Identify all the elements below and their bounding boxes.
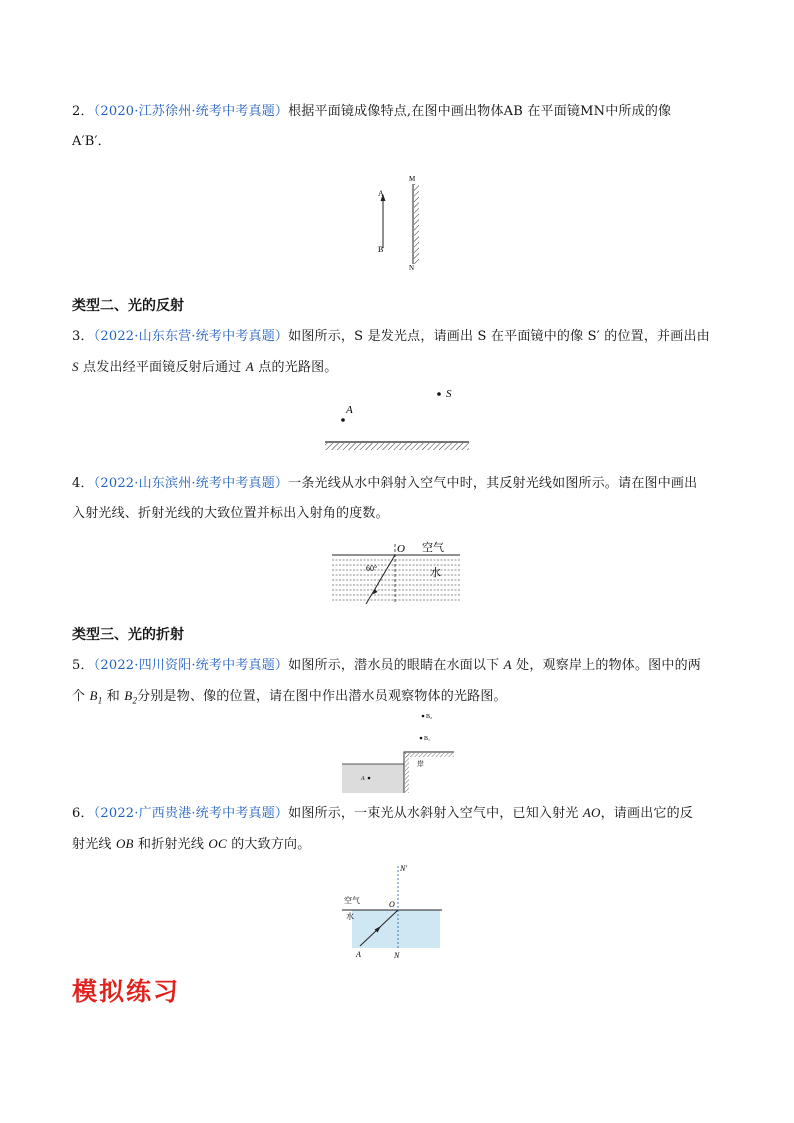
water-dashes: [332, 560, 460, 600]
point-b2-label: $B_2$: [124, 688, 138, 706]
label-n: N: [394, 951, 400, 960]
figure-water-air-reflection: [330, 538, 464, 606]
question-text: 一条光线从水中斜射入空气中时，其反射光线如图所示。请在图中画出: [288, 476, 698, 491]
question-number: 3．: [72, 329, 94, 344]
ray-oc-label: OC: [208, 836, 227, 851]
question-text: 点的光路图。: [258, 360, 338, 375]
label-s: S: [446, 388, 452, 400]
question-3: [72, 322, 728, 383]
water-region: [342, 764, 404, 793]
question-text: 入射光线、折射光线的大致位置并标出入射角的度数。: [72, 506, 389, 521]
question-text: 和折射光线: [138, 837, 205, 852]
shore-hatch-side: [405, 753, 409, 793]
heading-refraction: 类型三、光的折射: [72, 627, 184, 643]
label-water: 水: [346, 912, 354, 921]
question-text: 如图所示，S 是发光点，请画出 S 在平面镜中的像 S′ 的位置，并画出由: [288, 329, 710, 344]
question-source: （2022·山东东营·统考中考真题）: [93, 329, 289, 344]
figure-diver-shore: [338, 706, 458, 796]
question-source: （2022·山东滨州·统考中考真题）: [93, 476, 289, 491]
heading-reflection: 类型二、光的反射: [72, 298, 184, 314]
point-a: [368, 777, 371, 780]
question-number: 4．: [72, 476, 94, 491]
point-b1: [420, 737, 423, 740]
reflected-ray: [366, 555, 395, 604]
point-a: [341, 418, 345, 422]
label-o: O: [389, 900, 395, 909]
label-air: 空气: [344, 896, 360, 905]
label-b: B: [378, 245, 384, 254]
figure-water-to-air-refraction: [340, 860, 446, 960]
shore-edge: [404, 752, 454, 793]
question-number: 6．: [72, 806, 94, 821]
question-text: 点发出经平面镜反射后通过: [83, 360, 242, 375]
question-source: （2022·广西贵港·统考中考真题）: [93, 806, 289, 821]
question-text: 如图所示，一束光从水斜射入空气中，已知入射光: [288, 806, 579, 821]
question-text: 根据平面镜成像特点,在图中画出物体AB 在平面镜MN中所成的像: [288, 104, 672, 119]
point-s-label: S: [72, 359, 79, 374]
label-b1: B₁: [424, 736, 431, 742]
question-number: 2．: [72, 104, 94, 119]
question-text: 的大致方向。: [231, 837, 311, 852]
label-m: M: [409, 175, 416, 183]
question-text: 处，观察岸上的物体。图中的两: [516, 658, 701, 673]
section-title-practice: 模拟练习: [72, 977, 181, 1006]
figure-mirror-reflection: [320, 382, 474, 462]
label-n: N: [409, 264, 415, 272]
question-2: [72, 97, 728, 157]
question-text: 和: [106, 689, 120, 704]
label-angle: 60°: [366, 564, 378, 573]
label-nprime: N′: [400, 864, 408, 873]
label-a: A: [361, 776, 365, 782]
question-text: A′B′．: [72, 134, 111, 149]
water-region: [352, 910, 440, 948]
label-a: A: [346, 404, 353, 416]
label-b2: B₂: [426, 714, 433, 720]
label-a: A: [378, 189, 384, 198]
question-text: 个: [72, 689, 86, 704]
question-source: （2020·江苏徐州·统考中考真题）: [93, 104, 289, 119]
point-a-label: A: [245, 359, 254, 374]
label-a: A: [356, 950, 361, 959]
question-text: ，请画出它的反: [600, 806, 694, 821]
point-a-label: A: [503, 657, 512, 672]
label-shore: 岸: [417, 760, 424, 768]
question-text: 如图所示，潜水员的眼睛在水面以下: [288, 658, 500, 673]
mirror-hatching: [325, 443, 469, 450]
point-b2: [422, 715, 425, 718]
mirror-hatching: [414, 184, 419, 264]
question-text: 分别是物、像的位置，请在图中作出潜水员观察物体的光路图。: [137, 689, 507, 704]
shore-hatch-top: [405, 753, 454, 757]
figure-plane-mirror-ab: [372, 170, 432, 274]
label-o: O: [397, 543, 405, 555]
label-air: 空气: [422, 542, 444, 554]
label-water: 水: [430, 567, 441, 579]
point-b1-label: $B_1$: [89, 688, 103, 706]
question-4: [72, 469, 728, 529]
question-text: 射光线: [72, 837, 112, 852]
question-6: [72, 798, 728, 860]
ray-ob-label: OB: [115, 836, 134, 851]
point-s: [437, 392, 441, 396]
question-number: 5．: [72, 658, 94, 673]
ray-ao-label: AO: [582, 805, 601, 820]
question-source: （2022·四川资阳·统考中考真题）: [93, 658, 289, 673]
